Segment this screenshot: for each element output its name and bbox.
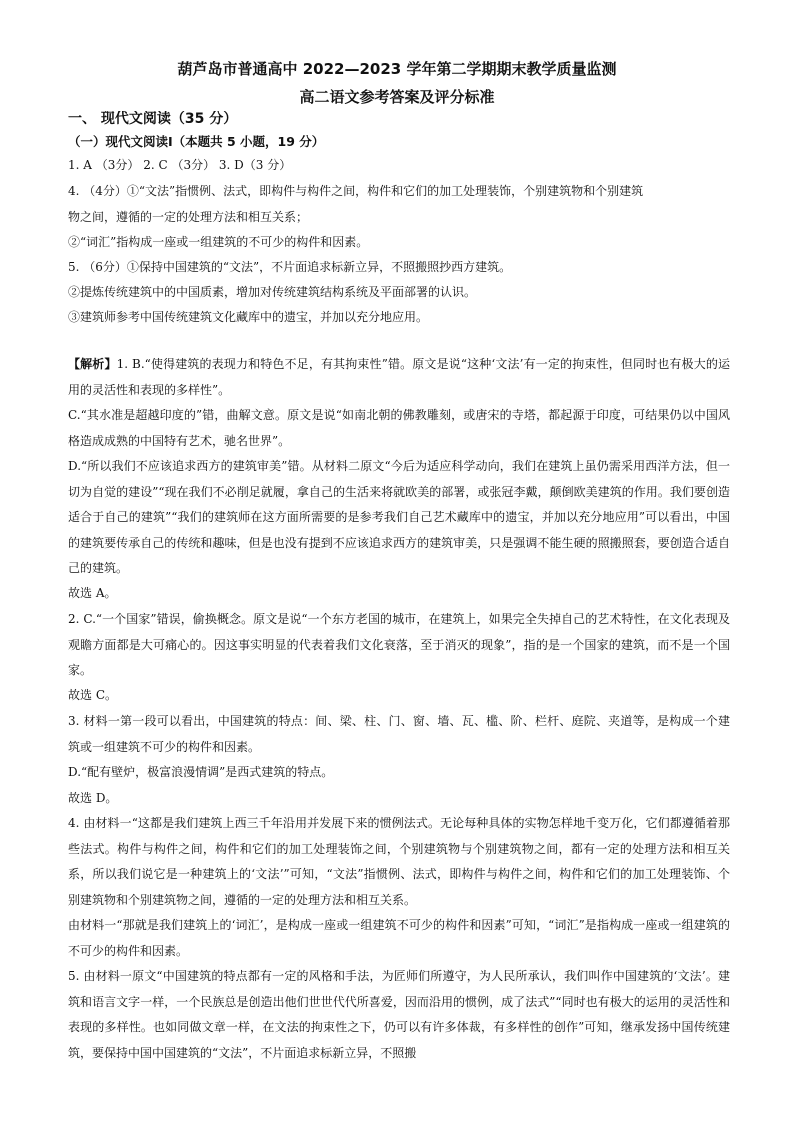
answer-line: 4. （4分）①“文法”指惯例、法式，即构件与构件之间，构件和它们的加工处理装饰，个别建筑物和个别建筑	[68, 184, 644, 198]
sub-section-heading: （一）现代文阅读Ⅰ（本题共 5 小题，19 分）	[68, 134, 325, 149]
analysis-paragraph: C.“其水准是超越印度的”错，曲解文意。原文是说“如南北朝的佛教雕刻，或唐宋的寺塔，都起源于印度，可结果仍以中国风格造成成熟的中国特有艺术，驰名世界”。	[68, 408, 730, 448]
analysis-paragraph: 4. 由材料一“这都是我们建筑上西三千年沿用并发展下来的惯例法式。无论每种具体的实物怎样地千变万化，它们都遵循着那些法式。构件与构件之间，构件和它们的加工处理装饰之间，个别建筑物与个别建筑物之间，都有一定的处理方法和相互关系，所以我们说它是一种建筑上的‘文法’”可知，“文法”指惯例、法式，即构件与构件之间，构件和它们的加工处理装饰、个别建筑物和个别建筑物之间，遵循的一定的处理方法和相互关系。	[68, 816, 730, 907]
analysis-paragraph: 故选 C。	[68, 688, 117, 702]
answer-line: 1. A （3分） 2. C （3分） 3. D（3 分）	[68, 158, 292, 172]
analysis-paragraph: D.“配有壁炉，极富浪漫情调”是西式建筑的特点。	[68, 765, 334, 779]
answer-line: ②“词汇”指构成一座或一组建筑的不可少的构件和因素。	[68, 235, 369, 249]
answer-line: ③建筑师参考中国传统建筑文化藏库中的遗宝，并加以充分地应用。	[68, 310, 429, 324]
analysis-paragraph: 由材料一“那就是我们建筑上的‘词汇’，是构成一座或一组建筑不可少的构件和因素”可知，“词汇”是指构成一座或一组建筑的不可少的构件和因素。	[68, 918, 730, 958]
answer-line: 5. （6分）①保持中国建筑的“文法”，不片面追求标新立异，不照搬照抄西方建筑。	[68, 260, 512, 274]
analysis-paragraph: 3. 材料一第一段可以看出，中国建筑的特点：间、梁、柱、门、窗、墙、瓦、槛、阶、栏杆、庭院、夹道等，是构成一个建筑或一组建筑不可少的构件和因素。	[68, 714, 730, 754]
document-subtitle: 高二语文参考答案及评分标准	[299, 88, 495, 106]
analysis-label: 【解析】	[68, 357, 117, 371]
analysis-paragraph: 故选 D。	[68, 791, 118, 805]
analysis-paragraph: 故选 A。	[68, 586, 117, 600]
analysis-paragraph: 5. 由材料一原文“中国建筑的特点都有一定的风格和手法，为匠师们所遵守，为人民所承认，我们叫作中国建筑的‘文法’。建筑和语言文字一样，一个民族总是创造出他们世世代代所喜爱，因而沿用的惯例，成了法式”“同时也有极大的运用的灵活性和表现的多样性。也如同做文章一样，在文法的拘束性之下，仍可以有许多体裁，有多样性的创作”可知，继承发扬中国传统建筑，要保持中国中国建筑的“文法”，不片面追求标新立异，不照搬	[68, 969, 730, 1060]
section-heading: 一、 现代文阅读（35 分）	[68, 111, 238, 127]
analysis-paragraph: 2. C.“一个国家”错误，偷换概念。原文是说“一个东方老国的城市，在建筑上，如果完全失掉自己的艺术特性，在文化表现及观瞻方面都是大可痛心的。因这事实明显的代表着我们文化衰落，至于消灭的现象”，指的是一个国家的建筑，而不是一个国家。	[68, 612, 730, 677]
analysis-paragraph: 【解析】1. B.“使得建筑的表现力和特色不足，有其拘束性”错。原文是说“这种‘文法’有一定的拘束性，但同时也有极大的运用的灵活性和表现的多样性”。	[68, 357, 730, 397]
answer-line: ②提炼传统建筑中的中国质素，增加对传统建筑结构系统及平面部署的认识。	[68, 285, 477, 299]
document-title: 葫芦岛市普通高中 2022—2023 学年第二学期期末教学质量监测	[177, 60, 617, 78]
analysis-paragraph: D.“所以我们不应该追求西方的建筑审美”错。从材料二原文“今后为适应科学动向，我们在建筑上虽仍需采用西洋方法，但一切为自觉的建设”“现在我们不必削足就履，拿自己的生活来将就欧美的部署，或张冠李戴，颠倒欧美建筑的作用。我们要创造适合于自己的建筑”“我们的建筑师在这方面所需要的是参考我们自己艺术藏库中的遗宝，并加以充分地应用”可以看出，中国的建筑要传承自己的传统和趣味，但是也没有提到不应该追求西方的建筑审美，只是强调不能生硬的照搬照套，要创造合适自己的建筑。	[68, 459, 730, 575]
answer-line: 物之间，遵循的一定的处理方法和相互关系；	[68, 210, 309, 224]
